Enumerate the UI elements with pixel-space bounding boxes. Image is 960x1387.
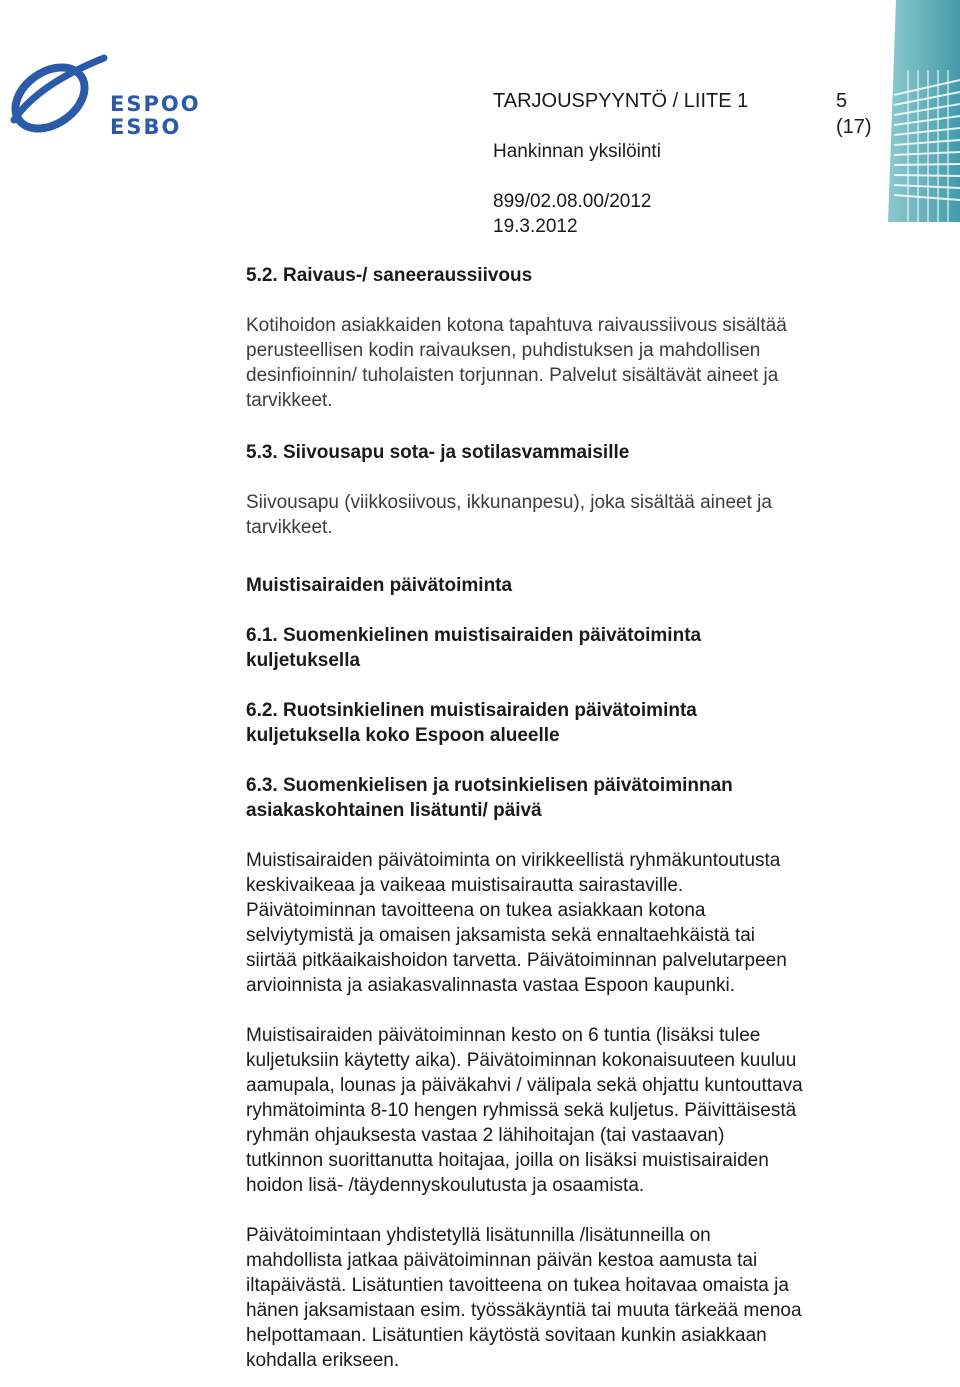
text-line: tarvikkeet.: [246, 390, 333, 411]
decorative-stripes: [888, 0, 960, 222]
section-5-3-body: [246, 490, 896, 540]
section-5-3-heading: 5.3. Siivousapu sota- ja sotilasvammaisille: [246, 442, 630, 463]
espoo-logo: [4, 50, 201, 150]
document-body: [246, 263, 896, 1373]
text-line: aamupala, lounas ja päiväkahvi / välipala sekä ohjattu kuntouttava: [246, 1075, 803, 1096]
paragraph-3: [246, 1223, 896, 1373]
page-count: (17): [836, 116, 872, 138]
document-subtitle: Hankinnan yksilöinti: [493, 141, 661, 162]
logo-text-espoo: ESPOO: [110, 92, 201, 116]
text-line: Päivätoiminnan tavoitteena on tukea asiakkaan kotona: [246, 900, 706, 921]
heading-line: kuljetuksella koko Espoon alueelle: [246, 725, 560, 746]
section-5-2-heading: 5.2. Raivaus-/ saneeraussiivous: [246, 265, 533, 286]
section-6-2-heading: [246, 698, 896, 748]
text-line: hoidon lisä- /täydennyskoulutusta ja osaamista.: [246, 1175, 645, 1196]
text-line: tutkinnon suorittanutta hoitajaa, joilla on lisäksi muistisairaiden: [246, 1150, 769, 1171]
text-line: kohdalla erikseen.: [246, 1350, 400, 1371]
document-date: 19.3.2012: [493, 216, 578, 237]
section-6-1-heading: [246, 623, 896, 673]
text-line: arvioinnista ja asiakasvalinnasta vastaa Espoon kaupunki.: [246, 975, 736, 996]
text-line: Muistisairaiden päivätoiminnan kesto on 6 tuntia (lisäksi tulee: [246, 1025, 761, 1046]
heading-line: asiakaskohtainen lisätunti/ päivä: [246, 800, 542, 821]
heading-line: 6.2. Ruotsinkielinen muistisairaiden päivätoiminta: [246, 700, 697, 721]
text-line: ryhmätoiminta 8-10 hengen ryhmissä sekä kuljetus. Päivittäisestä: [246, 1100, 797, 1121]
text-line: kuljetuksiin käytetty aika). Päivätoiminnan kokonaisuuteen kuuluu: [246, 1050, 797, 1071]
text-line: selviytymistä ja omaisen jaksamista sekä ennaltaehkäistä tai: [246, 925, 756, 946]
text-line: siirtää pitkäaikaishoidon tarvetta. Päivätoiminnan palvelutarpeen: [246, 950, 787, 971]
reference-number: 899/02.08.00/2012: [493, 191, 652, 212]
heading-line: 6.3. Suomenkielisen ja ruotsinkielisen päivätoiminnan: [246, 775, 733, 796]
text-line: Päivätoimintaan yhdistetyllä lisätunnilla /lisätunneilla on: [246, 1225, 711, 1246]
logo-text-esbo: ESBO: [110, 115, 182, 139]
text-line: perusteellisen kodin raivauksen, puhdistuksen ja mahdollisen: [246, 340, 761, 361]
text-line: helpottamaan. Lisätuntien käytöstä sovitaan kunkin asiakkaan: [246, 1325, 767, 1346]
document-title: TARJOUSPYYNTÖ / LIITE 1: [493, 90, 749, 112]
main-section-heading: Muistisairaiden päivätoiminta: [246, 575, 513, 596]
text-line: iltapäivästä. Lisätuntien tavoitteena on tukea hoitavaa omaista ja: [246, 1275, 789, 1296]
paragraph-1: [246, 848, 896, 998]
page-number: 5: [836, 90, 848, 112]
text-line: keskivaikeaa ja vaikeaa muistisairautta sairastaville.: [246, 875, 684, 896]
heading-line: 6.1. Suomenkielinen muistisairaiden päivätoiminta: [246, 625, 702, 646]
section-5-2-body: [246, 313, 896, 413]
text-line: Siivousapu (viikkosiivous, ikkunanpesu), joka sisältää aineet ja: [246, 492, 772, 513]
text-line: ryhmän ohjauksesta vastaa 2 lähihoitajan (tai vastaavan): [246, 1125, 725, 1146]
text-line: hänen jaksamistaan esim. työssäkäyntiä tai muuta tärkeää menoa: [246, 1300, 802, 1321]
text-line: tarvikkeet.: [246, 517, 333, 538]
text-line: Muistisairaiden päivätoiminta on virikkeellistä ryhmäkuntoutusta: [246, 850, 781, 871]
logo-swirl-icon: [4, 50, 114, 150]
section-6-3-heading: [246, 773, 896, 823]
paragraph-2: [246, 1023, 896, 1198]
text-line: mahdollista jatkaa päivätoiminnan päivän kestoa aamusta tai: [246, 1250, 758, 1271]
heading-line: kuljetuksella: [246, 650, 361, 671]
text-line: Kotihoidon asiakkaiden kotona tapahtuva raivaussiivous sisältää: [246, 315, 787, 336]
text-line: desinfioinnin/ tuholaisten torjunnan. Palvelut sisältävät aineet ja: [246, 365, 779, 386]
